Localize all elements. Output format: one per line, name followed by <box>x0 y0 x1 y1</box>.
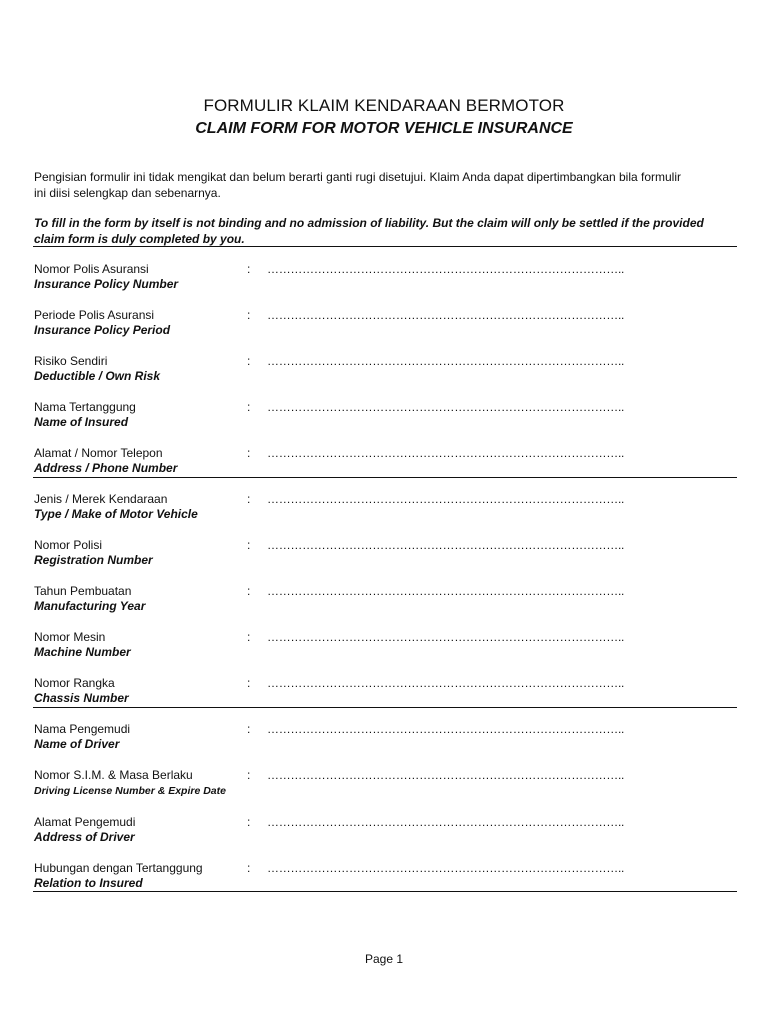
field-label-id: Alamat Pengemudi <box>34 815 136 829</box>
field-fill-line[interactable]: ……………………………………………………………………………….. <box>267 262 625 276</box>
page-number: Page 1 <box>364 952 404 966</box>
field-label-id: Alamat / Nomor Telepon <box>34 446 163 460</box>
field-fill-line[interactable]: ……………………………………………………………………………….. <box>267 538 625 552</box>
field-label-en: Machine Number <box>34 645 131 659</box>
intro-text-indonesian: Pengisian formulir ini tidak mengikat dan belum berarti ganti rugi disetujui. Klaim Anda dapat dipertimbangkan bila formulir ini diisi selengkap dan sebenarnya. <box>34 170 682 200</box>
field-label-en: Registration Number <box>34 553 153 567</box>
field-label-id: Hubungan dengan Tertanggung <box>34 861 203 875</box>
field-label-id: Periode Polis Asuransi <box>34 308 155 322</box>
field-label-en: Manufacturing Year <box>34 599 146 613</box>
field-label-id: Nomor Rangka <box>34 676 115 690</box>
field-address-phone[interactable] <box>34 446 734 480</box>
field-fill-line[interactable]: ……………………………………………………………………………….. <box>267 446 625 460</box>
field-relation-to-insured[interactable] <box>34 861 734 895</box>
field-colon: : <box>247 630 251 644</box>
field-insurance-policy-period[interactable] <box>34 308 734 342</box>
field-colon: : <box>247 400 251 414</box>
section-divider-top <box>33 246 737 247</box>
field-deductible[interactable] <box>34 354 734 388</box>
field-fill-line[interactable]: ……………………………………………………………………………….. <box>267 584 625 598</box>
field-insurance-policy-number[interactable] <box>34 262 734 296</box>
field-label-id: Nama Pengemudi <box>34 722 131 736</box>
field-label-id: Nomor Mesin <box>34 630 106 644</box>
field-name-of-driver[interactable] <box>34 722 734 756</box>
field-label-id: Nomor S.I.M. & Masa Berlaku <box>34 768 193 782</box>
field-label-en: Name of Insured <box>34 415 129 429</box>
section-divider-bottom <box>33 891 737 892</box>
field-registration-number[interactable] <box>34 538 734 572</box>
field-colon: : <box>247 538 251 552</box>
field-label-en: Driving License Number & Expire Date <box>34 785 226 797</box>
section-divider-vehicle <box>33 477 737 478</box>
field-colon: : <box>247 262 251 276</box>
field-fill-line[interactable]: ……………………………………………………………………………….. <box>267 400 625 414</box>
field-chassis-number[interactable] <box>34 676 734 710</box>
field-label-en: Type / Make of Motor Vehicle <box>34 507 198 521</box>
field-colon: : <box>247 768 251 782</box>
field-label-id: Risiko Sendiri <box>34 354 108 368</box>
field-manufacturing-year[interactable] <box>34 584 734 618</box>
field-label-en: Insurance Policy Period <box>34 323 171 337</box>
field-colon: : <box>247 722 251 736</box>
field-colon: : <box>247 676 251 690</box>
field-fill-line[interactable]: ……………………………………………………………………………….. <box>267 354 625 368</box>
field-label-id: Nama Tertanggung <box>34 400 136 414</box>
field-name-of-insured[interactable] <box>34 400 734 434</box>
field-label-en: Deductible / Own Risk <box>34 369 161 383</box>
field-fill-line[interactable]: ……………………………………………………………………………….. <box>267 492 625 506</box>
field-label-en: Insurance Policy Number <box>34 277 179 291</box>
field-colon: : <box>247 446 251 460</box>
field-label-en: Name of Driver <box>34 737 120 751</box>
field-label-en: Address of Driver <box>34 830 135 844</box>
field-label-id: Tahun Pembuatan <box>34 584 132 598</box>
field-driving-license[interactable] <box>34 768 734 802</box>
field-label-id: Nomor Polis Asuransi <box>34 262 149 276</box>
field-colon: : <box>247 861 251 875</box>
field-label-id: Jenis / Merek Kendaraan <box>34 492 168 506</box>
form-title: FORMULIR KLAIM KENDARAAN BERMOTOR <box>203 96 565 115</box>
field-colon: : <box>247 308 251 322</box>
field-vehicle-type-make[interactable] <box>34 492 734 526</box>
field-colon: : <box>247 492 251 506</box>
field-machine-number[interactable] <box>34 630 734 664</box>
field-label-en: Chassis Number <box>34 691 129 705</box>
field-address-of-driver[interactable] <box>34 815 734 849</box>
field-fill-line[interactable]: ……………………………………………………………………………….. <box>267 308 625 322</box>
field-fill-line[interactable]: ……………………………………………………………………………….. <box>267 630 625 644</box>
field-colon: : <box>247 354 251 368</box>
field-label-en: Address / Phone Number <box>34 461 178 475</box>
field-fill-line[interactable]: ……………………………………………………………………………….. <box>267 676 625 690</box>
field-colon: : <box>247 584 251 598</box>
field-label-id: Nomor Polisi <box>34 538 103 552</box>
section-divider-driver <box>33 707 737 708</box>
field-colon: : <box>247 815 251 829</box>
field-fill-line[interactable]: ……………………………………………………………………………….. <box>267 722 625 736</box>
field-fill-line[interactable]: ……………………………………………………………………………….. <box>267 861 625 875</box>
field-fill-line[interactable]: ……………………………………………………………………………….. <box>267 768 625 782</box>
field-label-en: Relation to Insured <box>34 876 143 890</box>
field-fill-line[interactable]: ……………………………………………………………………………….. <box>267 815 625 829</box>
intro-text-english: To fill in the form by itself is not binding and no admission of liability. But the claim will only be settled if the provided claim form is duly completed by you. <box>34 216 704 246</box>
form-subtitle: CLAIM FORM FOR MOTOR VEHICLE INSURANCE <box>195 120 573 137</box>
